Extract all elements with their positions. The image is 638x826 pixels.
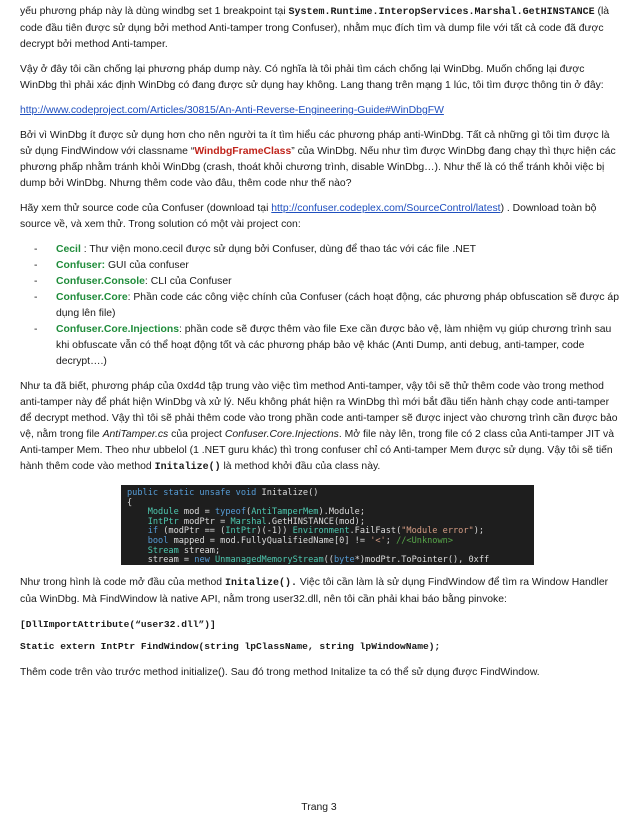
- code-line: if (modPtr == (IntPtr)(-1)) Environment.FailFast("Module error");: [127, 526, 485, 537]
- code-line: {: [127, 497, 133, 508]
- project-desc: : Thư viện mono.cecil được sử dụng bởi Confuser, dùng để thao tác với các file .NET: [80, 244, 477, 255]
- project-desc: GUI của confuser: [105, 260, 189, 271]
- project-desc: : Phần code các công việc chính của Confuser (cách hoạt động, các phương pháp obfuscation sẽ được áp dụng lên file): [56, 292, 619, 319]
- list-dash: -: [34, 292, 38, 303]
- paragraph-3: [20, 128, 622, 192]
- text: ) . Download toàn bộ source về, và xem thử. Trong solution có một vài project con:: [20, 203, 597, 230]
- project-name: Confuser.Core.Injections: [56, 324, 179, 335]
- project-name: Cecil: [56, 244, 81, 255]
- text: Bởi vì WinDbg ít được sử dụng hơn cho nên người ta ít tìm hiểu các phương pháp anti-WinDbg. Tất cả những gì tôi tìm được là sử dụng FindWindow với classname “: [20, 130, 610, 157]
- list-dash: -: [34, 276, 38, 287]
- list-item: [20, 290, 622, 322]
- project-name-italic: Confuser.Core.Injections: [224, 429, 339, 440]
- code-line: Stream stream;: [127, 545, 221, 556]
- list-dash: -: [34, 244, 38, 255]
- code-line: Module mod = typeof(AntiTamperMem).Module;: [127, 507, 366, 518]
- list-item: [20, 322, 622, 370]
- paragraph-2: Vậy ở đây tôi cần chống lại phương pháp dump này. Có nghĩa là tôi phải tìm cách chống lại WinDbg. Muốn chống lại được WinDbg thì phải xác định WinDbg có đang được sử dụng hay không. Lang thang trên mạng 1 lúc, tôi tìm được thông tin ở đây:: [20, 64, 604, 91]
- project-name: Confuser.Core: [56, 292, 128, 303]
- text: của project: [168, 429, 225, 440]
- code-dllimport: [DllImportAttribute(“user32.dll”)]: [20, 619, 216, 630]
- list-item: [20, 258, 622, 274]
- codeproject-link[interactable]: http://www.codeproject.com/Articles/30815/An-Anti-Reverse-Engineering-Guide#WinDbgFW: [20, 105, 444, 116]
- paragraph-4: [20, 201, 622, 233]
- paragraph-link: [20, 103, 622, 119]
- text: yếu phương pháp này là dùng windbg set 1 breakpoint tại: [20, 6, 289, 17]
- code-line: public static unsafe void Initalize(): [127, 488, 319, 498]
- code-findwindow-decl: Static extern IntPtr FindWindow(string lpClassName, string lpWindowName);: [20, 641, 441, 652]
- text: Hãy xem thử source code của Confuser (download tại: [20, 203, 272, 214]
- list-dash: -: [34, 260, 38, 271]
- document-body: [20, 4, 622, 690]
- text: Việc tôi cần làm là sử dụng FindWindow để tìm ra Window Handler của WinDbg. Mà FindWindow là native API, nằm trong user32.dll, nên tôi cần phải khai báo bằng pinvoke:: [20, 577, 609, 605]
- list-item: [20, 242, 622, 258]
- inline-code: Initalize().: [224, 578, 297, 589]
- classname-highlight: WindbgFrameClass: [194, 146, 292, 157]
- project-desc: : CLI của Confuser: [144, 276, 232, 287]
- inline-code: System.Runtime.InteropServices.Marshal.GetHINSTANCE: [288, 7, 595, 18]
- file-name: AntiTamper.cs: [102, 429, 169, 440]
- project-list: [20, 242, 622, 370]
- codeplex-link[interactable]: http://confuser.codeplex.com/SourceControl/latest: [271, 203, 501, 214]
- paragraph-1: [20, 4, 622, 53]
- text: (là code đầu tiên được sử dụng bởi method Anti-tamper trong Confuser), nhằm mục đích tìm và dump file với tất cả code đã được decrypt bởi method Anti-tamper.: [20, 6, 610, 50]
- page-number: Trang 3: [301, 802, 337, 813]
- code-line: stream = new UnmanagedMemoryStream((byte*)modPtr.ToPointer(), 0xff: [127, 555, 490, 565]
- project-name: Confuser.Console: [56, 276, 145, 287]
- list-item: [20, 274, 622, 290]
- paragraph-6: [20, 575, 622, 608]
- text: Như ta đã biết, phương pháp của 0xd4d tập trung vào việc tìm method Anti-tamper, vậy tôi sẽ thử thêm code vào trong method anti-tamper này để phát hiện WinDbg và xử lý. Nếu không phát hiện ra WinDbg thì mới bắt đầu tiến hành chạy code anti-tamper để decrypt method. Vậy thì tôi sẽ phải thêm code vào trong phần code anti-tamper sẽ được inject vào chương trình cần được bảo vệ, nằm trong file: [20, 381, 618, 440]
- code-line: bool mapped = mod.FullyQualifiedName[0] != '<'; //<Unknown>: [127, 535, 453, 546]
- paragraph-7: Thêm code trên vào trước method initialize(). Sau đó trong method Initalize ta có thể sử dụng được FindWindow.: [20, 667, 540, 678]
- inline-code: Initalize(): [154, 462, 221, 473]
- text: . Mở file này lên, trong file có 2 class của Anti-tamper JIT và Anti-tamper Mem. Theo như ubbelol (1 .NET guru khác) thì trong confuser chỉ có Anti-tamper Mem được sử dụng. Vậy tôi sẽ tiến hành thêm code vào method: [20, 429, 614, 472]
- project-name: Confuser:: [56, 260, 106, 271]
- text: ” của WinDbg. Nếu như tìm được WinDbg đang chạy thì thực hiện các phương phấp nhằm tránh khỏi WinDbg (crash, thoát khỏi chương trình, disable WinDbg…). Như thế là có thể tránh khỏi việc bị dump bởi WinDbg. Nhưng thêm code vào đâu, thêm code như thế nào?: [20, 146, 616, 189]
- paragraph-5: [20, 379, 622, 476]
- project-desc: : phần code sẽ được thêm vào file Exe cần được bảo vệ, làm nhiệm vụ giúp chương trình sau khi obfuscate vẫn có thể hoạt động tốt và các phương pháp bảo vệ khác (Anti Dump, anti debug, anti-tamper, code decrypt….): [56, 324, 612, 367]
- text: là method khởi đầu của class này.: [220, 461, 381, 472]
- code-screenshot: [121, 485, 534, 565]
- text: Như trong hình là code mở đầu của method: [20, 577, 225, 588]
- list-dash: -: [34, 324, 38, 335]
- code-line: IntPtr modPtr = Marshal.GetHINSTANCE(mod);: [127, 516, 366, 527]
